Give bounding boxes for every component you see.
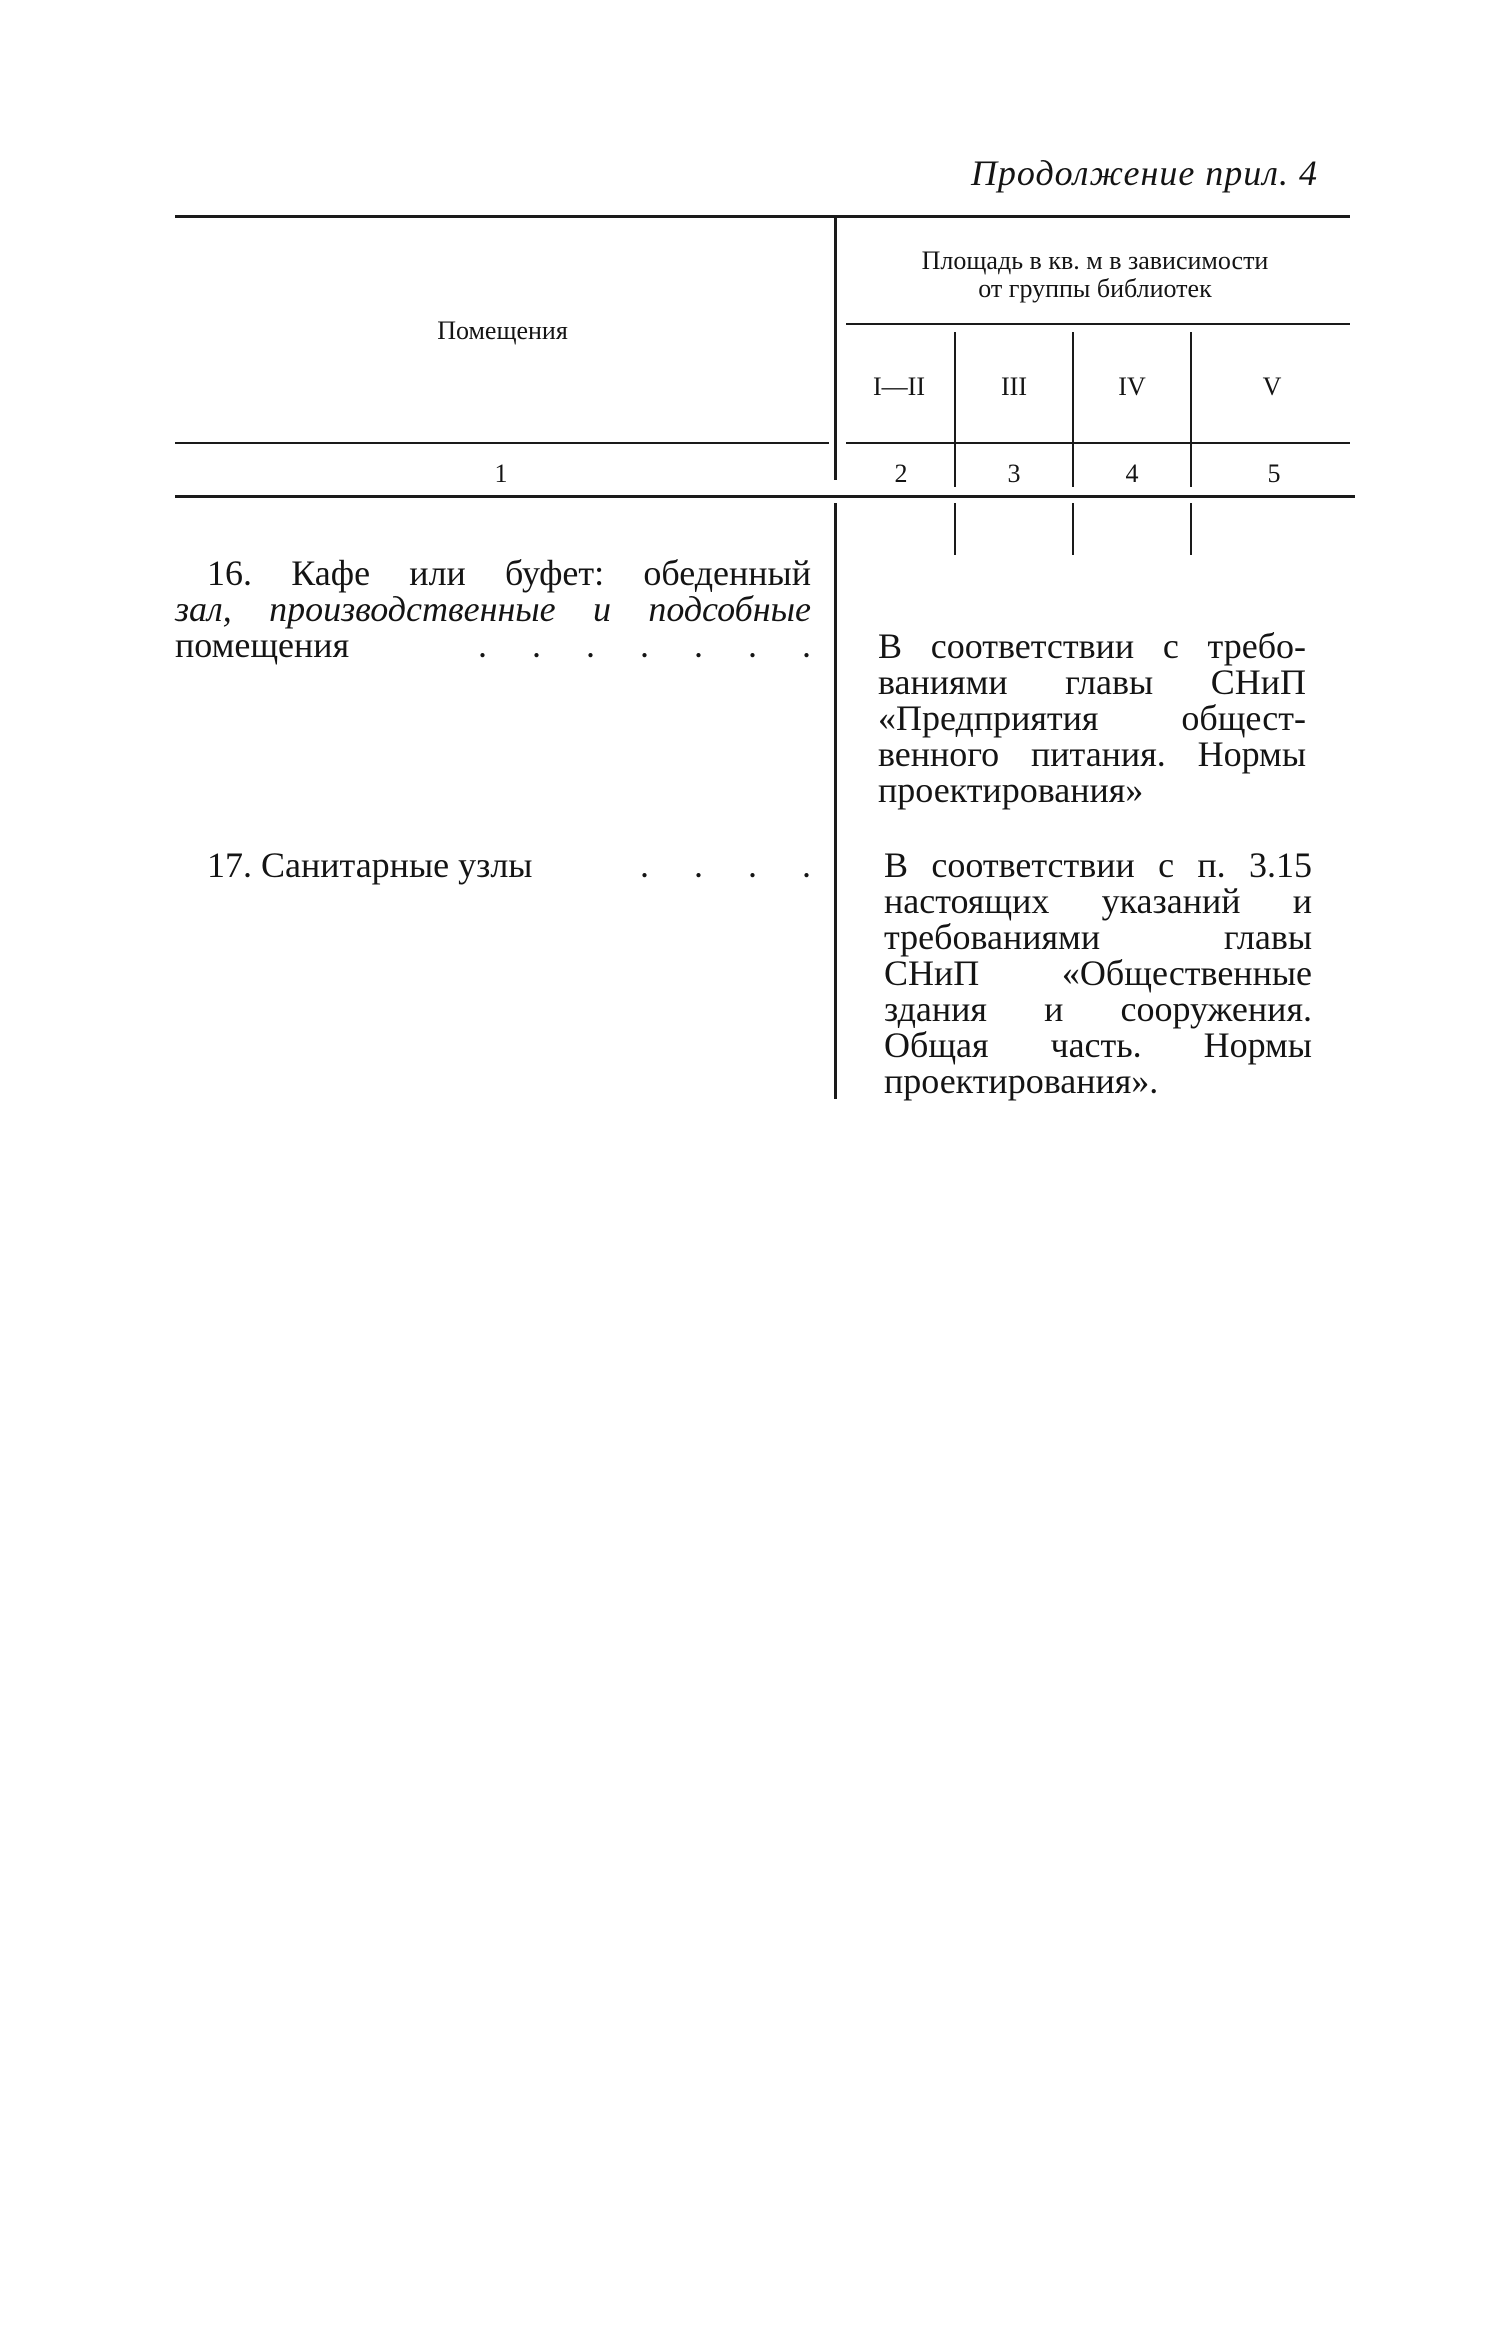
table-row-17-room: [175, 845, 829, 885]
group-divider-3: [1190, 332, 1192, 487]
column-divider-main: [834, 218, 837, 480]
group-divider-2: [1072, 332, 1074, 487]
header-group-3: IV: [1118, 372, 1146, 401]
row-17-room-line-1: [175, 845, 829, 885]
area-header-rule: [846, 323, 1350, 325]
row-16-leader-dots: . . . . . . .: [478, 625, 829, 665]
header-area-line1: Площадь в кв. м в зависимости: [921, 246, 1269, 275]
header-bottom-rule: [175, 442, 829, 444]
table-row-16-requirement: [878, 628, 1306, 808]
row-17-req-line-3: требованиями главы: [884, 917, 1312, 957]
row-17-req-line-4: СНиП «Общественные: [884, 953, 1312, 993]
header-rooms: Помещения: [437, 316, 568, 345]
row-17-leader-dots: . . . .: [640, 845, 829, 885]
column-number-2: 2: [894, 459, 908, 488]
body-divider-main: [834, 503, 837, 1099]
row-16-room-line-1: 16. Кафе или буфет: обеденный: [207, 553, 811, 593]
header-area-line2: от группы библиотек: [978, 274, 1212, 303]
column-number-1: 1: [494, 459, 508, 488]
column-number-3: 3: [1007, 459, 1021, 488]
column-number-4: 4: [1125, 459, 1139, 488]
header-group-2: III: [1001, 372, 1027, 401]
row-16-room-line-3-text: помещения: [175, 625, 350, 665]
row-16-req-line-2: ваниями главы СНиП: [878, 662, 1306, 702]
header-bottom-rule-groups: [846, 442, 1350, 444]
row-17-req-line-1: В соответствии с п. 3.15: [884, 845, 1312, 885]
header-group-1: I—II: [873, 372, 925, 401]
row-16-room-line-3: [175, 625, 829, 665]
table-row-17-requirement: [884, 847, 1312, 1099]
column-number-5: 5: [1267, 459, 1281, 488]
row-16-req-line-3: «Предприятия общест-: [878, 698, 1306, 738]
page-header: Продолжение прил. 4: [970, 153, 1318, 193]
row-17-req-line-2: настоящих указаний и: [884, 881, 1312, 921]
group-divider-1: [954, 332, 956, 487]
body-divider-2: [1072, 503, 1074, 555]
row-16-req-line-4: венного питания. Нормы: [878, 734, 1306, 774]
table-top-rule: [175, 215, 1350, 218]
row-17-req-line-6: Общая часть. Нормы: [884, 1025, 1312, 1065]
body-divider-3: [1190, 503, 1192, 555]
row-16-req-line-1: В соответствии с требо-: [878, 626, 1306, 666]
header-group-4: V: [1262, 372, 1282, 401]
body-divider-1: [954, 503, 956, 555]
row-17-req-line-7: проектирования».: [884, 1061, 1159, 1101]
row-16-room-line-2: зал, производственные и подсобные: [175, 589, 811, 629]
row-17-room-line-1-text: 17. Санитарные узлы: [207, 845, 533, 885]
row-17-req-line-5: здания и сооружения.: [884, 989, 1312, 1029]
numbers-bottom-rule: [175, 495, 1355, 498]
table-row-16-room: [175, 553, 829, 665]
row-16-req-line-5: проектирования»: [878, 770, 1144, 810]
